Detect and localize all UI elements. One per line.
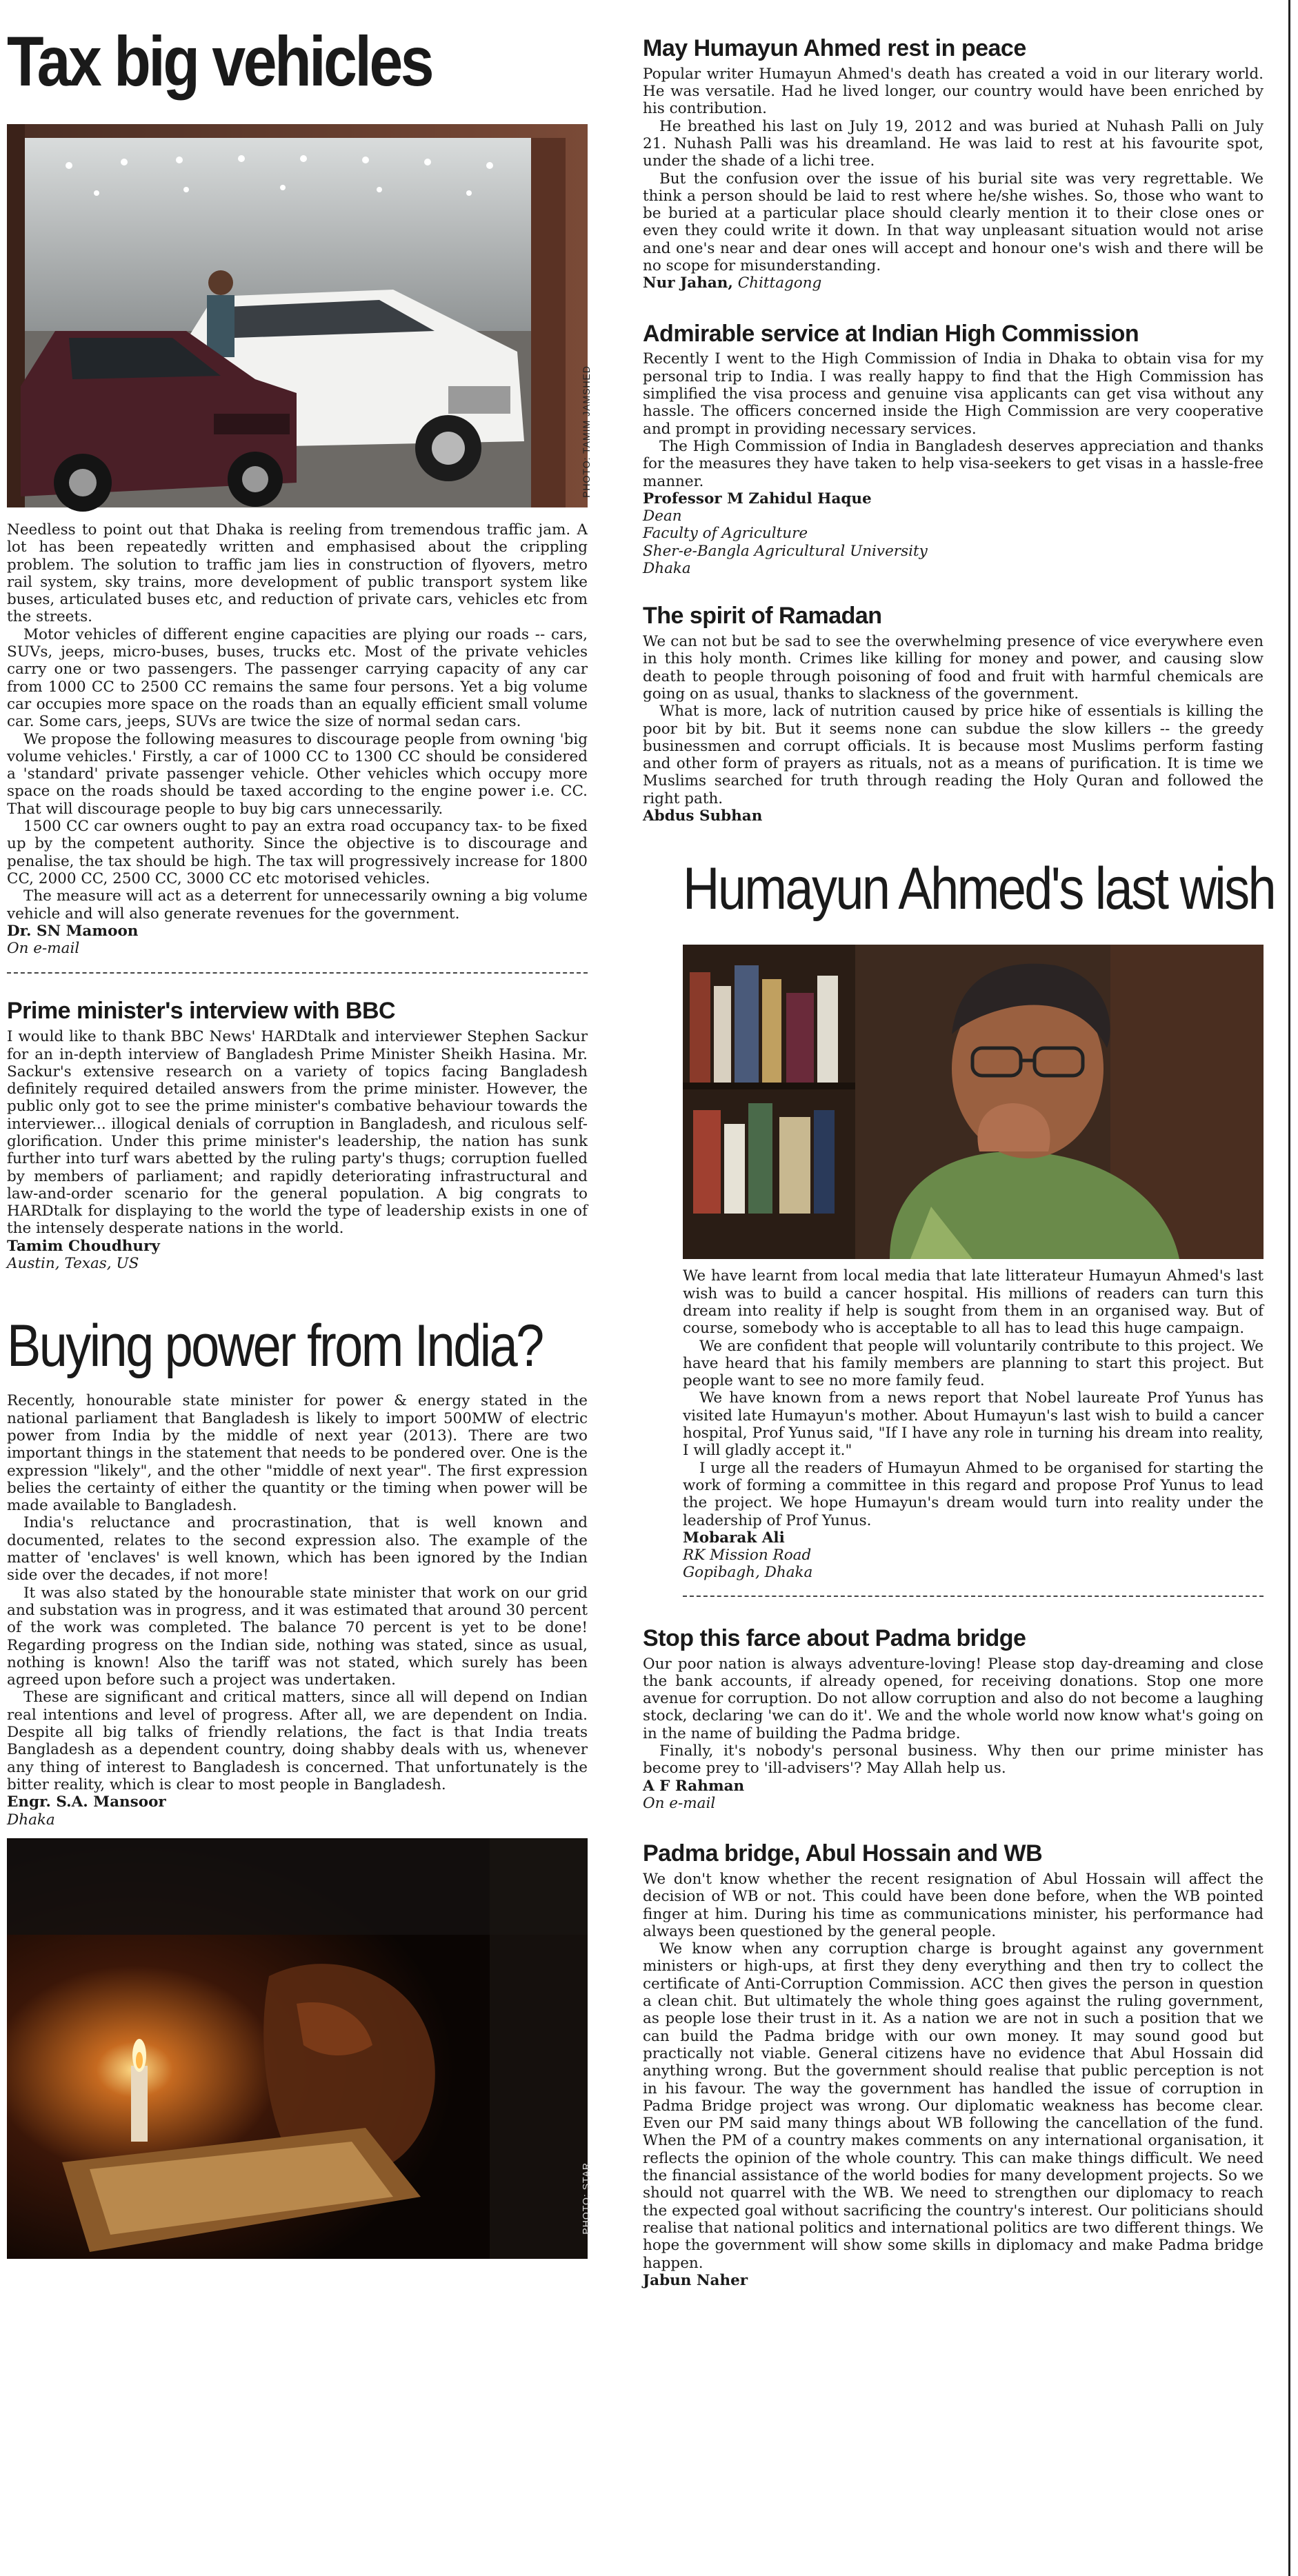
paragraph: But the confusion over the issue of his burial site was very regrettable. We think a person should be laid to rest where he/she wishes. So, those who want to be buried at a particular place should clearly mention it to their close ones or even they could write it down. In that way unpleasant situation would not arise and one's near and dear ones will accept and honour one's wish and there will be no scope for misunderstanding. [643,170,1264,275]
headline: Admirable service at Indian High Commission [643,320,1139,347]
paragraph: We have known from a news report that Nobel laureate Prof Yunus has visited late Humayun's mother. About Humayun's last wish to build a cancer hospital, Prof Yunus said, "If I have any role in turning his dream into reality, I will gladly accept it." [683,1389,1264,1460]
author-location: Faculty of Agriculture [643,525,808,543]
author-name: Jabun Naher [643,2271,748,2289]
paragraph: Our poor nation is always adventure-loving! Please stop day-dreaming and close the bank accounts, if already opened, for receiving donations. Stop one more avenue for corruption. Do not allow corruption and also do not become a laughing stock, declaring 'we can do it'. We and the whole world now know what's going on in the name of building the Padma bridge. [643,1655,1264,1742]
paragraph: We have learnt from local media that late litterateur Humayun Ahmed's last wish was to build a cancer hospital. His millions of readers can turn this dream into reality if help is sought from them in an organised way. But of course, somebody who is acceptable to all has to lead this huge campaign. [683,1267,1264,1338]
author-name: A F Rahman [643,1777,745,1795]
paragraph: The High Commission of India in Bangladesh deserves appreciation and thanks for the measures they have taken to help visa-seekers to get visas in a hassle-free manner. [643,437,1264,490]
author-location: Dhaka [643,560,691,578]
letter-indian-high-commission [643,320,1264,578]
paragraph: India's reluctance and procrastination, that is well known and documented, relates to the second expression also. The example of the matter of 'enclaves' is well known, which has been ignored by the Indian side over the decades, if not more! [7,1514,588,1584]
paragraph: We propose the following measures to discourage people from owning 'big volume vehicles.' Firstly, a car of 1000 CC to 1300 CC should be considered a 'standard' private passenger vehicle. Other vehicles which occupy more space on the roads should be taxed according to the engine power i.e. CC. That will discourage people to buy big cars unnecessarily. [7,730,588,818]
page-edge-rule [1288,0,1290,2576]
paragraph: 1500 CC car owners ought to pay an extra road occupancy tax- to be fixed up by the competent authority. Since the objective is to discourage and penalise, the tax should be high. The tax will progressively increase for 1800 CC, 2000 CC, 2500 CC, 3000 CC etc motorised vehicles. [7,818,588,887]
letter-humayun-last-wish [683,856,1275,1596]
paragraph: Motor vehicles of different engine capacities are plying our roads -- cars, SUVs, jeeps, micro-buses, buses, trucks etc. Most of the private vehicles carry one or two passengers. The passenger carrying capacity of any car from 1000 CC to 2500 CC remains the same four persons. Yet a big volume car occupies more space on the roads than an equally efficient small volume car. Some cars, jeeps, SUVs are twice the size of normal sedan cars. [7,625,588,731]
author-location: Dean [643,507,682,525]
person-figure [207,270,234,357]
paragraph: I would like to thank BBC News' HARDtalk and interviewer Stephen Sackur for an in-depth interview of Bangladesh Prime Minister Sheikh Hasina. Mr. Sackur's extensive research on a variety of topics facing Bangladesh definitely required detailed answers from the prime minister. However, the public only got to see the prime minister's combative behaviour towards the interviewer... illogical denials of corruption in Bangladesh, and riculous self-glorification. Under this prime minister's leadership, the nation has sunk further into turf wars abetted by the ruling party's thugs; corruption fuelled by members of parliament; and rapidly deteriorating infrastructural and law-and-order scenario for the general population. A big congrats to HARDtalk for displaying to the world the type of leadership exists in one of the intensely desperate nations in the world. [7,1028,588,1238]
left-column [7,0,592,2259]
portrait-image [683,945,1264,1259]
letter-stop-padma-farce [643,1624,1264,1812]
paragraph: We can not but be sad to see the overwhelming presence of vice everywhere even in this holy month. Crimes like killing for money and power, and causing slow death to people through poisoning of food and fruit with harmful chemicals are going on as usual, thanks to slackness of the government. [643,633,1264,703]
photo-candle-reading [7,1838,592,2259]
paragraph: He breathed his last on July 19, 2012 and was buried at Nuhash Palli on July 21. Nuhash Palli was his dreamland. He was laid to rest at his favourite spot, under the shade of a lichi tree. [643,117,1264,170]
author-name: Mobarak Ali [683,1529,785,1547]
right-column [643,0,1275,2289]
author-name: Nur Jahan, [643,274,733,292]
letter-padma-abul-hossain-wb [643,1840,1264,2289]
paragraph: Recently I went to the High Commission of India in Dhaka to obtain visa for my personal trip to India. I was really happy to find that the High Commission has simplified the visa process and genuine visa applicants can get visa without any hassle. The officers concerned inside the High Commission are very cooperative and prompt in providing necessary services. [643,350,1264,438]
photo-parking-garage [7,124,592,507]
section-divider [7,972,588,974]
photo-credit: PHOTO: TAMIM JAMSHED [581,365,592,498]
article-body [7,1392,588,1828]
headline: The spirit of Ramadan [643,603,882,630]
headline: Buying power from India? [7,1313,543,1380]
cars-in-garage-image [7,124,588,507]
photo-credit: PHOTO: STAR [581,2162,592,2235]
letter-humayun-rest-in-peace [643,34,1264,292]
author-location: Austin, Texas, US [7,1255,139,1273]
author-name: Dr. SN Mamoon [7,922,139,940]
paragraph: Finally, it's nobody's personal business. Why then our prime minister has become prey to 'ill-advisers'? May Allah help us. [643,1742,1264,1778]
paragraph: What is more, lack of nutrition caused by price hike of essentials is killing the poor bit by bit. But it seems none can subdue the slow killers -- the greedy businessmen and corrupt officials. It is because most Muslims perform fasting and other form of prayers as rituals, not as a means of purification. It is time we Muslims searched for truth through reading the Holy Quran and followed the right path. [643,703,1264,807]
author-line [643,274,1264,292]
headline: Tax big vehicles [7,22,432,101]
paragraph: Popular writer Humayun Ahmed's death has created a void in our literary world. He was versatile. Had he lived longer, our country would have been enriched by his contribution. [643,65,1264,118]
paragraph: We know when any corruption charge is brought against any government ministers or high-ups, at first they deny everything and then try to collect the certificate of Anti-Corruption Commission. ACC then gives the person in question a clean chit. But ultimately the whole thing goes against the ruling government, as people lose their trust in it. As a nation we are not in such a position that we can build the Padma bridge with our own money. It may sound good but practically not viable. General citizens have no evidence that Abul Hossain did anything wrong. But the government should realise that public perception is not in his favour. The way the government has handled the issue of corruption in Padma Bridge project was wrong. Our diplomatic weakness has become clear. Even our PM said many things about WB following the cancellation of the fund. When the PM of a country makes comments on any international organisation, it reflects the opinion of the whole country. This can make things difficult. We need the financial assistance of the world bodies for many development projects. So we should not quarrel with the WB. We need to strengthen our diplomacy to reach the expected goal without sacrificing the country's interest. Our politicians should realise that national politics and international politics are two different things. We hope the government will show some skills in diplomacy and make Padma bridge happen. [643,1940,1264,2272]
letter-spirit-of-ramadan [643,602,1264,825]
author-location: On e-mail [7,940,80,958]
paragraph: I urge all the readers of Humayun Ahmed to be organised for starting the work of forming a committee in this regard and propose Prof Yunus to lead the project. We hope Humayun's dream would turn into reality under the leadership of Prof Yunus. [683,1459,1264,1529]
paragraph: Needless to point out that Dhaka is reeling from tremendous traffic jam. A lot has been repeatedly written and emphasised about the crippling problem. The solution to traffic jam lies in construction of flyovers, metro rail system, sky trains, more development of public transport system like buses, articulated buses etc, and reduction of private cars, vehicles etc from the streets. [7,521,588,626]
headline: Padma bridge, Abul Hossain and WB [643,1840,1043,1867]
headline: Stop this farce about Padma bridge [643,1624,1026,1651]
section-divider [683,1596,1264,1597]
author-location: Dhaka [7,1811,55,1829]
letter-buying-power-india [7,1313,592,2258]
paragraph: The measure will act as a deterrent for unnecessarily owning a big volume vehicle and will also generate revenues for the government. [7,887,588,923]
photo-humayun-ahmed-portrait [683,945,1264,1259]
paragraph: It was also stated by the honourable state minister that work on our grid and substation was in progress, and it was estimated that around 30 percent of the work was completed. The balance 70 percent is yet to be done! Regarding progress on the Indian side, nothing was stated, since as usual, nothing is known! Also the tariff was not stated, which surely has been agreed upon before such a project was undertaken. [7,1584,588,1689]
article-body [683,1267,1264,1581]
paragraph: Recently, honourable state minister for power & energy stated in the national parliament that Bangladesh is likely to import 500MW of electric power from India by the middle of next year (2013). There are two important things in the statement that needs to be pondered over. One is the expression "likely", and the other "middle of next year". The first expression belies the certainty of either the quantity or the timing when power will be made available to Bangladesh. [7,1392,588,1515]
letter-pm-interview-bbc [7,997,588,1272]
author-name: Professor M Zahidul Haque [643,490,872,507]
author-name: Tamim Choudhury [7,1237,160,1255]
author-location: Sher-e-Bangla Agricultural University [643,542,928,560]
paragraph: We don't know whether the recent resignation of Abul Hossain will affect the decision of WB or not. This could have been done before, when the WB pointed finger at him. During his time as communications minister, his performance had always been questioned by the general people. [643,1870,1264,1940]
author-name: Abdus Subhan [643,807,763,825]
paragraph: We are confident that people will voluntarily contribute to this project. We have heard that his family members are planning to start this project. But people want to see no more family feud. [683,1337,1264,1390]
author-location: On e-mail [643,1794,716,1812]
author-location: RK Mission Road [683,1547,812,1564]
article-body [7,521,588,957]
letter-tax-big-vehicles [7,22,592,958]
headline: Humayun Ahmed's last wish [683,856,1275,923]
author-name: Engr. S.A. Mansoor [7,1793,166,1811]
candlelight-image [7,1838,588,2259]
headline: Prime minister's interview with BBC [7,998,396,1025]
author-location: Gopibagh, Dhaka [683,1564,813,1582]
author-location: Chittagong [737,274,822,292]
paragraph: These are significant and critical matters, since all will depend on Indian real intentions and level of progress. After all, we are dependent on India. Despite all big talks of friendly relations, the fact is that India treats Bangladesh as a dependent country, doing shabby deals with us, whenever any thing of interest to Bangladesh is concerned. That unfortunately is the bitter reality, which is clear to most people in Bangladesh. [7,1689,588,1793]
headline: May Humayun Ahmed rest in peace [643,35,1026,61]
bookshelf [683,945,855,1259]
candle-icon [131,2039,148,2142]
